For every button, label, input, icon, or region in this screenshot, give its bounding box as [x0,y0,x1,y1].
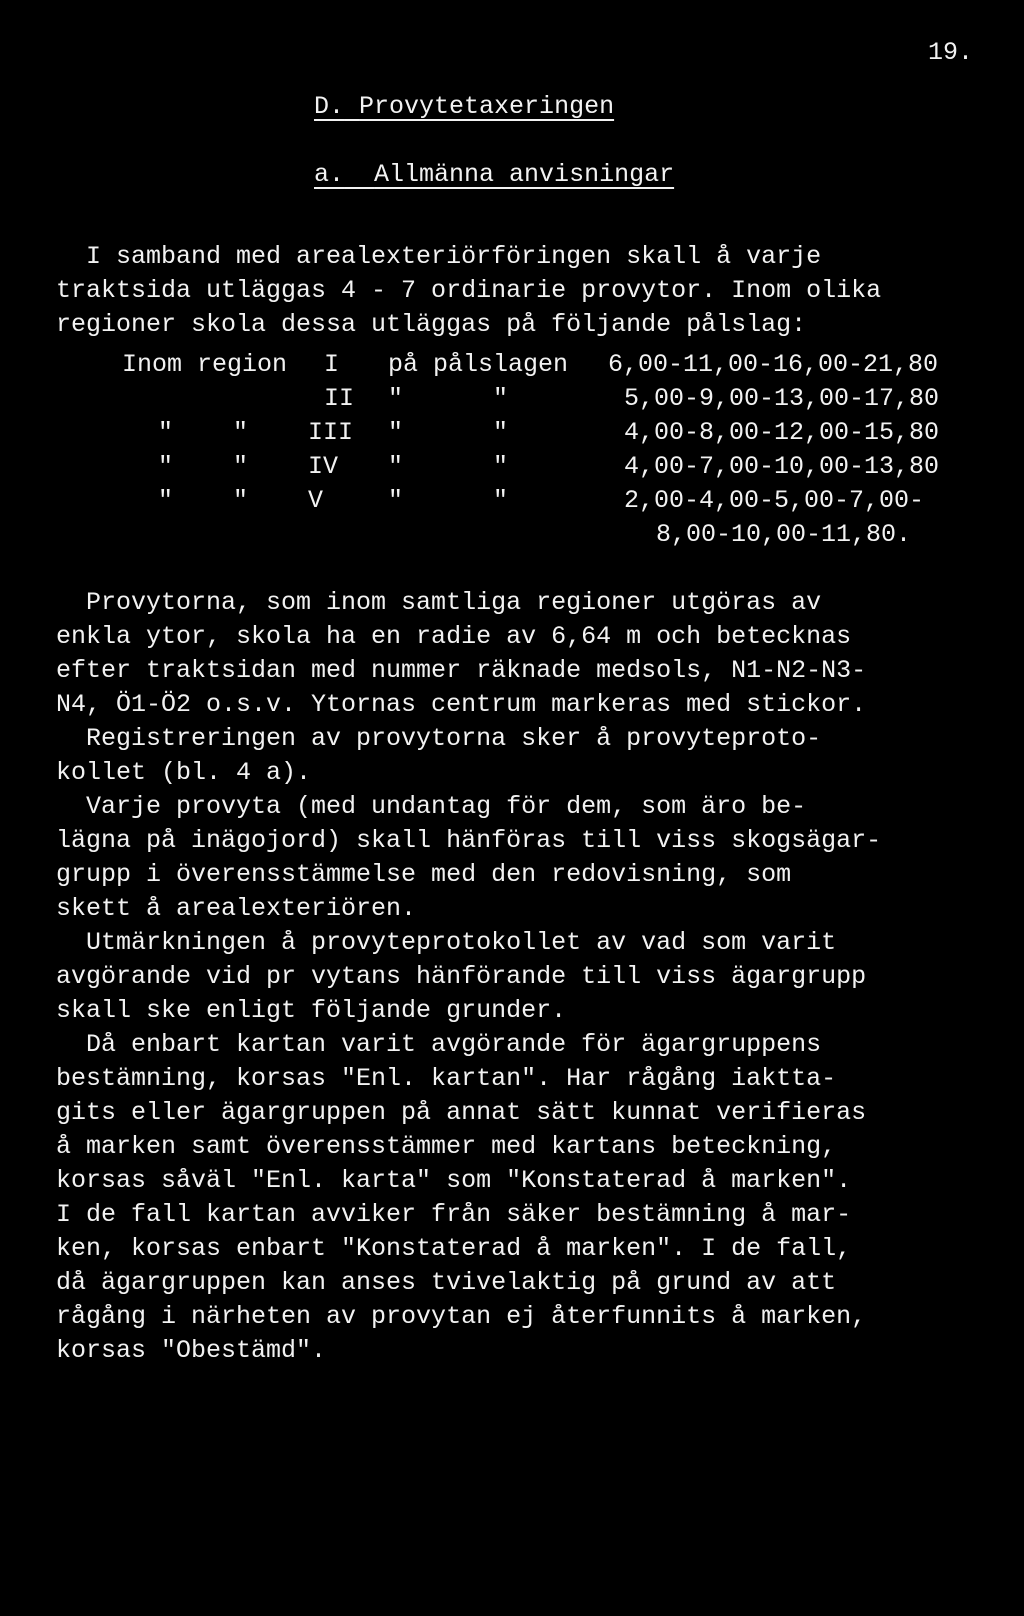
table-row-label: " " [388,452,509,481]
body-text [56,586,996,1368]
table-row-region: III [308,418,354,447]
text-line: I de fall kartan avviker från säker bestämning å mar- [56,1200,852,1229]
text-line: lägna på inägojord) skall hänföras till viss skogsägar- [56,826,882,855]
subsection-title: Allmänna anvisningar [374,160,675,189]
text-line: regioner skola dessa utläggas på följande pålslag: [56,310,807,339]
section-heading [314,92,614,121]
section-title: Provytetaxeringen [359,92,615,121]
table-row-label: " " [388,418,509,447]
table-row-label: " " [388,384,509,413]
table-row-region: IV [308,452,339,481]
text-line: enkla ytor, skola ha en radie av 6,64 m och betecknas [56,622,852,651]
text-line: gits eller ägargruppen på annat sätt kunnat verifieras [56,1098,867,1127]
text-line: traktsida utläggas 4 - 7 ordinarie provytor. Inom olika [56,276,882,305]
section-letter: D. [314,92,345,121]
text-line: å marken samt överensstämmer med kartans beteckning, [56,1132,837,1161]
table-row-prefix: " " [158,418,249,447]
text-line: Varje provyta (med undantag för dem, som äro be- [56,792,807,821]
table-continuation: 8,00-10,00-11,80. [656,520,912,549]
table-row-prefix: Inom region [122,350,288,379]
text-line: rågång i närheten av provytan ej återfunnits å marken, [56,1302,867,1331]
text-line: ken, korsas enbart "Konstaterad å marken". I de fall, [56,1234,852,1263]
table-row-region: I [324,350,340,379]
text-line: efter traktsidan med nummer räknade medsols, N1-N2-N3- [56,656,867,685]
text-line: N4, Ö1-Ö2 o.s.v. Ytornas centrum markeras med stickor. [56,690,867,719]
text-line: Då enbart kartan varit avgörande för ägargruppens [56,1030,822,1059]
table-row-values: 6,00-11,00-16,00-21,80 [608,350,939,379]
subsection-letter: a. [314,160,345,189]
table-row-region: II [324,384,355,413]
text-line: då ägargruppen kan anses tvivelaktig på grund av att [56,1268,837,1297]
text-line: skall ske enligt följande grunder. [56,996,567,1025]
table-row-values: 5,00-9,00-13,00-17,80 [624,384,940,413]
table-row-label: på pålslagen [388,350,569,379]
text-line: korsas såväl "Enl. karta" som "Konstaterad å marken". [56,1166,852,1195]
intro-paragraph [56,240,996,342]
text-line: avgörande vid pr vytans hänförande till viss ägargrupp [56,962,867,991]
text-line: kollet (bl. 4 a). [56,758,312,787]
table-row-prefix: " " [158,452,249,481]
table-row-prefix: " " [158,486,249,515]
text-line: I samband med arealexteriörföringen skall å varje [56,242,822,271]
table-row-values: 4,00-7,00-10,00-13,80 [624,452,940,481]
text-line: korsas "Obestämd". [56,1336,327,1365]
table-row-values: 4,00-8,00-12,00-15,80 [624,418,940,447]
table-row-region: V [308,486,324,515]
text-line: Provytorna, som inom samtliga regioner utgöras av [56,588,822,617]
text-line: bestämning, korsas "Enl. kartan". Har rågång iaktta- [56,1064,837,1093]
text-line: Registreringen av provytorna sker å provyteproto- [56,724,822,753]
page-number: 19. [928,38,974,67]
table-row-values: 2,00-4,00-5,00-7,00- [624,486,925,515]
table-row-label: " " [388,486,509,515]
subsection-heading [314,160,674,189]
text-line: Utmärkningen å provyteprotokollet av vad som varit [56,928,837,957]
text-line: grupp i överensstämmelse med den redovisning, som [56,860,792,889]
text-line: skett å arealexteriören. [56,894,417,923]
